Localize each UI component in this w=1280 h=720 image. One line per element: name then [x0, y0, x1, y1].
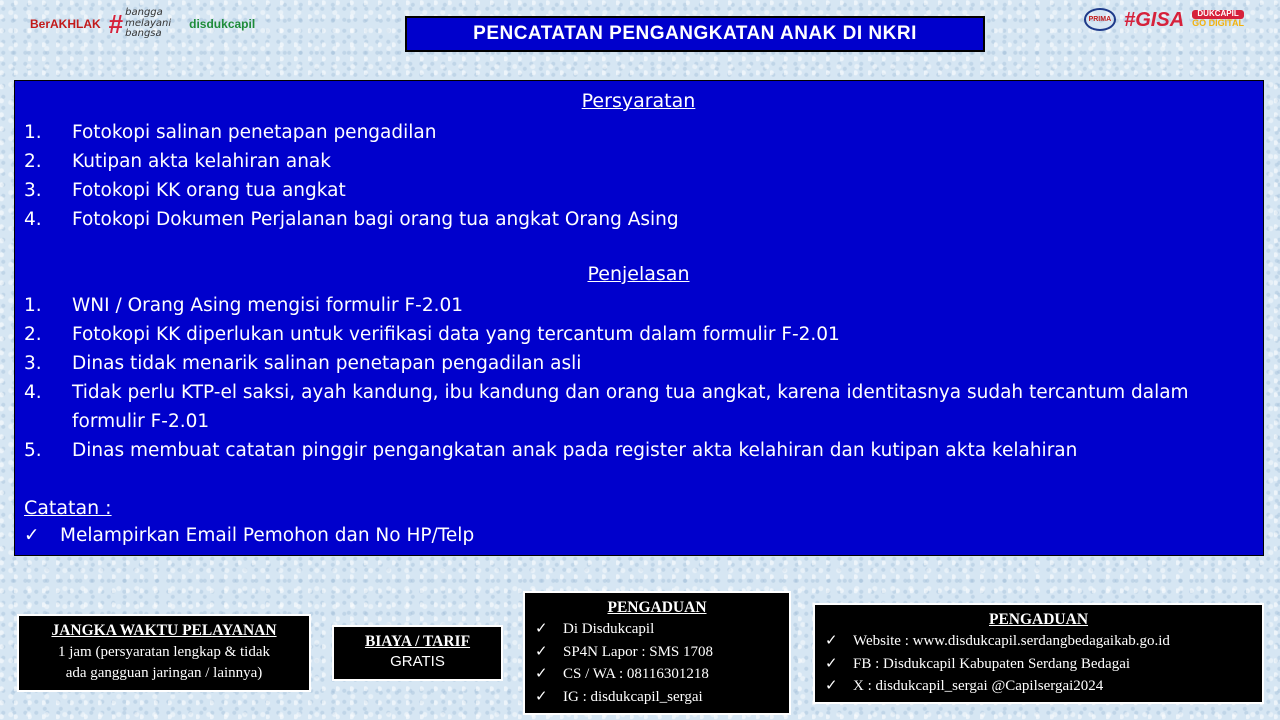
- service-time-box: [17, 614, 311, 692]
- list-item: [535, 686, 779, 709]
- complaints-heading: PENGADUAN: [607, 599, 707, 616]
- fee-box: [332, 625, 503, 681]
- complaints-box-online: [813, 603, 1264, 704]
- checkmark-icon: ✓: [24, 525, 40, 546]
- dukcapil-prima-logo: [1084, 8, 1117, 31]
- list-item: [24, 176, 1253, 205]
- list-item-number: 1.: [24, 295, 42, 316]
- list-item-number: 2.: [24, 324, 42, 345]
- berakhlak-logo-text: BerAKHLAK: [30, 16, 101, 31]
- header-logos-left: [30, 8, 255, 40]
- header-logos-right: [1084, 8, 1244, 31]
- persyaratan-list: [24, 118, 1253, 234]
- disdukcapil-logo-text-b: capil: [227, 16, 256, 31]
- list-item-number: 2.: [24, 151, 42, 172]
- list-item-number: 3.: [24, 353, 42, 374]
- list-item-text: Fotokopi KK diperlukan untuk verifikasi data yang tercantum dalam formulir F-2.01: [72, 324, 840, 345]
- checkmark-icon: ✓: [535, 643, 548, 660]
- list-item: [24, 291, 1253, 320]
- list-item: [825, 675, 1252, 698]
- list-item-text: FB : Disdukcapil Kabupaten Serdang Bedagai: [853, 655, 1131, 672]
- list-item: [825, 630, 1252, 653]
- list-item-text: Fotokopi Dokumen Perjalanan bagi orang tua angkat Orang Asing: [72, 209, 679, 230]
- checkmark-icon: ✓: [825, 678, 838, 694]
- list-item-number: 1.: [24, 122, 42, 143]
- checkmark-icon: ✓: [535, 621, 548, 637]
- list-item-text: Fotokopi salinan penetapan pengadilan: [72, 122, 437, 143]
- service-time-line: ada gangguan jaringan / lainnya): [65, 665, 263, 681]
- fee-value: GRATIS: [390, 653, 445, 670]
- bangga-hash-icon: #: [108, 8, 124, 39]
- prima-logo-text: PRIMA: [1088, 16, 1112, 23]
- gisa-logo-text: #GISA: [1124, 8, 1185, 31]
- section-spacer: [24, 234, 1253, 262]
- checkmark-icon: ✓: [535, 688, 548, 705]
- list-item: [24, 521, 1253, 550]
- list-item-text: SP4N Lapor : SMS 1708: [563, 643, 714, 660]
- list-item: [24, 320, 1253, 349]
- list-item-text: Dinas tidak menarik salinan penetapan pengadilan asli: [72, 353, 582, 374]
- list-item-text: Di Disdukcapil: [563, 621, 655, 637]
- checkmark-icon: ✓: [535, 666, 548, 682]
- catatan-heading: Catatan :: [24, 497, 112, 519]
- dukcapil-go-digital-logo: [1192, 10, 1244, 29]
- bangga-melayani-bangsa-logo: [109, 8, 181, 40]
- penjelasan-list: [24, 291, 1253, 465]
- berakhlak-logo: [30, 18, 101, 30]
- list-item-text: Dinas membuat catatan pinggir pengangkatan anak pada register akta kelahiran dan kutipan akta kelahiran: [72, 440, 1078, 461]
- go-digital-logo-text: GO DIGITAL: [1192, 17, 1244, 28]
- dukcapil-logo-text: DUKCAPIL: [1192, 10, 1244, 19]
- list-item-number: 4.: [24, 382, 42, 403]
- disdukcapil-logo-text-a: disduk: [189, 16, 228, 31]
- list-item: [24, 378, 1253, 436]
- page-title-text: PENCATATAN PENGANGKATAN ANAK DI NKRI: [473, 23, 917, 44]
- list-item-number: 5.: [24, 440, 42, 461]
- page-title: [405, 16, 985, 52]
- requirements-panel: [14, 80, 1264, 556]
- catatan-list: [24, 521, 1253, 550]
- list-item: [24, 349, 1253, 378]
- complaints-list: [825, 630, 1252, 698]
- list-item: [24, 205, 1253, 234]
- list-item: [24, 118, 1253, 147]
- list-item: [24, 436, 1253, 465]
- list-item-text: CS / WA : 08116301218: [563, 666, 709, 682]
- service-time-line: 1 jam (persyaratan lengkap & tidak: [57, 644, 270, 660]
- penjelasan-heading: Penjelasan: [587, 263, 690, 285]
- list-item: [24, 147, 1253, 176]
- list-item-number: 4.: [24, 209, 42, 230]
- list-item-text: Tidak perlu KTP-el saksi, ayah kandung, ibu kandung dan orang tua angkat, karena identitasnya sudah tercantum dalam formulir F-2.01: [72, 382, 1189, 432]
- checkmark-icon: ✓: [825, 655, 838, 672]
- section-spacer: [24, 465, 1253, 493]
- list-item: [535, 641, 779, 664]
- gisa-logo: [1124, 10, 1184, 30]
- list-item: [825, 653, 1252, 676]
- bangga-logo-text: bangga melayani bangsa: [125, 7, 172, 39]
- complaints-box-offline: [523, 591, 791, 715]
- complaints-list: [535, 618, 779, 708]
- persyaratan-heading: Persyaratan: [581, 90, 696, 112]
- list-item-number: 3.: [24, 180, 42, 201]
- list-item-text: Website : www.disdukcapil.serdangbedagaikab.go.id: [853, 633, 1170, 649]
- list-item-text: Kutipan akta kelahiran anak: [72, 151, 331, 172]
- complaints-heading: PENGADUAN: [988, 611, 1089, 628]
- checkmark-icon: ✓: [825, 633, 838, 649]
- list-item-text: IG : disdukcapil_sergai: [563, 688, 703, 705]
- disdukcapil-logo: [189, 18, 255, 30]
- list-item: [535, 618, 779, 641]
- service-time-body: [27, 642, 301, 684]
- list-item: [535, 663, 779, 686]
- list-item-text: Melampirkan Email Pemohon dan No HP/Telp: [60, 525, 475, 546]
- list-item-text: WNI / Orang Asing mengisi formulir F-2.01: [72, 295, 464, 316]
- list-item-text: Fotokopi KK orang tua angkat: [72, 180, 346, 201]
- service-time-heading: JANGKA WAKTU PELAYANAN: [51, 622, 277, 639]
- fee-heading: BIAYA / TARIF: [364, 633, 471, 650]
- list-item-text: X : disdukcapil_sergai @Capilsergai2024: [853, 678, 1104, 694]
